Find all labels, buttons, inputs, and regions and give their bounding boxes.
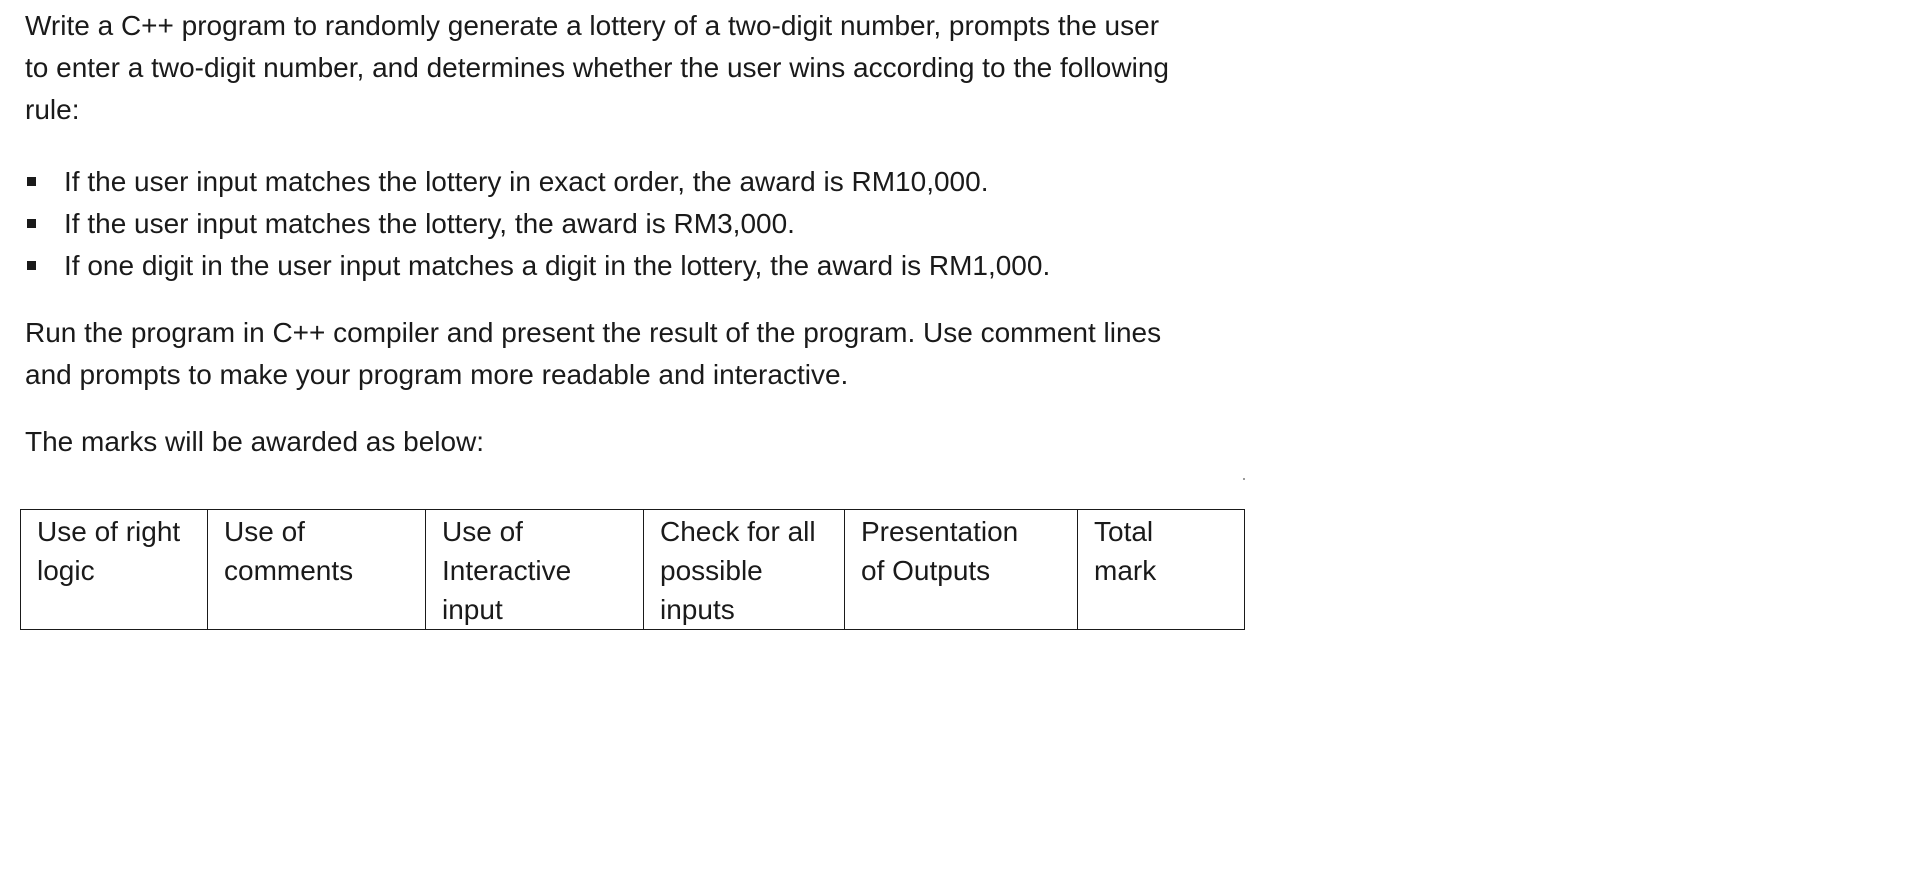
instruction-paragraph xyxy=(25,312,1295,396)
header-text: comments xyxy=(224,555,354,586)
stray-dot xyxy=(1243,478,1245,480)
square-bullet-icon xyxy=(27,219,36,228)
rule-item xyxy=(25,203,1295,245)
marks-intro: The marks will be awarded as below: xyxy=(25,426,485,457)
rule-text: If one digit in the user input matches a digit in the lottery, the award is RM1,000. xyxy=(64,250,1051,281)
rule-item xyxy=(25,245,1295,287)
instruction-line-1: Run the program in C++ compiler and present the result of the program. Use comment lines xyxy=(25,317,1162,348)
rules-list xyxy=(25,161,1295,287)
header-text: Presentation xyxy=(861,516,1019,547)
header-text: Interactive xyxy=(442,555,572,586)
header-text: logic xyxy=(37,555,95,586)
marks-header-cell xyxy=(1078,510,1245,630)
rule-item xyxy=(25,161,1295,203)
header-text: inputs xyxy=(660,594,735,625)
header-text: input xyxy=(442,594,503,625)
marks-header-cell xyxy=(845,510,1078,630)
header-text: Check for all xyxy=(660,516,816,547)
marks-header-cell xyxy=(426,510,644,630)
header-text: Use of right xyxy=(37,516,181,547)
header-text: of Outputs xyxy=(861,555,991,586)
header-text: Total xyxy=(1094,516,1154,547)
marks-table xyxy=(20,509,1245,630)
header-text: possible xyxy=(660,555,763,586)
marks-header-cell xyxy=(208,510,426,630)
marks-header-cell xyxy=(21,510,208,630)
intro-line-2: to enter a two-digit number, and determines whether the user wins according to the following xyxy=(25,52,1169,83)
rule-text: If the user input matches the lottery, the award is RM3,000. xyxy=(64,208,795,239)
marks-header-cell xyxy=(644,510,845,630)
header-text: mark xyxy=(1094,555,1157,586)
intro-paragraph xyxy=(25,0,1295,131)
intro-line-1: Write a C++ program to randomly generate a lottery of a two-digit number, prompts the user xyxy=(25,10,1160,41)
assignment-document xyxy=(25,0,1295,463)
rule-text: If the user input matches the lottery in exact order, the award is RM10,000. xyxy=(64,166,989,197)
header-text: Use of xyxy=(442,516,523,547)
instruction-line-2: and prompts to make your program more readable and interactive. xyxy=(25,359,849,390)
intro-line-3: rule: xyxy=(25,94,80,125)
table-row xyxy=(21,510,1245,630)
header-text: Use of xyxy=(224,516,305,547)
square-bullet-icon xyxy=(27,177,36,186)
square-bullet-icon xyxy=(27,261,36,270)
